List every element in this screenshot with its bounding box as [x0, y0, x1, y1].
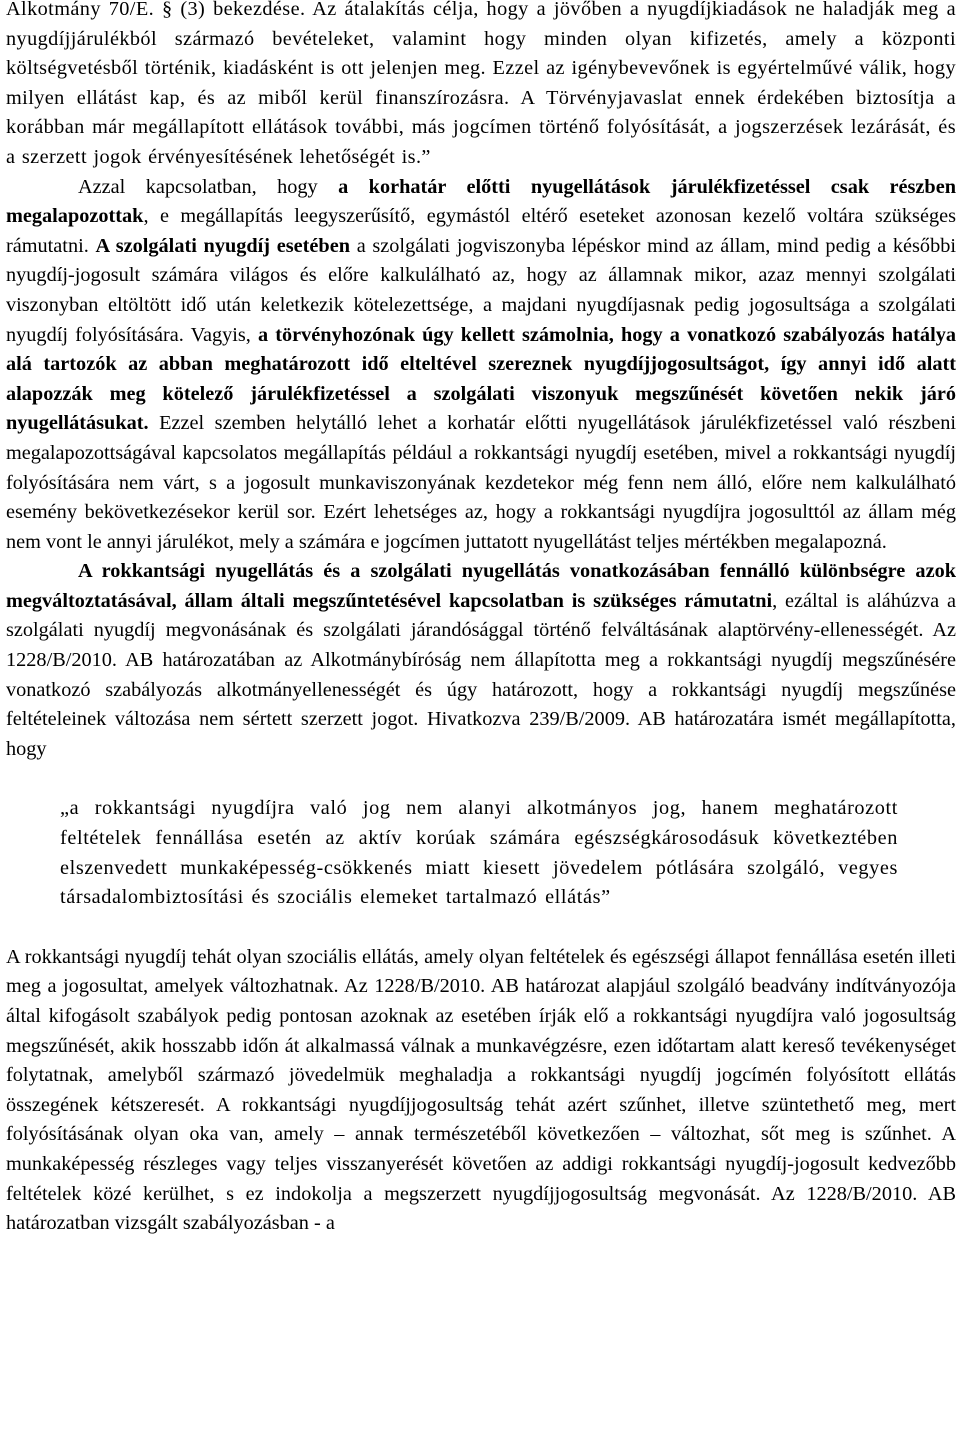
block-quote: „a rokkantsági nyugdíjra való jog nem alanyi alkotmányos jog, hanem meghatározott feltételek fennállása esetén az aktív korúak számára egészségkárosodásuk következtében elszenvedett munkaképesség-csökkenés miatt kiesett jövedelem pótlására szolgáló, vegyes társadalombiztosítási és szociális elemeket tartalmazó ellátás”	[60, 797, 898, 909]
paragraph-2-bold-2: A szolgálati nyugdíj esetében	[95, 234, 350, 257]
paragraph-3-bold-1: A rokkantsági nyugellátás és a szolgálati nyugellátás vonatkozásában fennálló különbségre azok megváltoztatásával, állam általi megszűntetésével kapcsolatban is szükséges rámutatni	[6, 560, 956, 612]
paragraph-2-text-3: a szolgálati jogviszonyba lépéskor mind az állam, mind pedig a későbbi nyugdíj-jogosult számára világos és előre kalkulálható az, hogy az államnak mikor, azaz mennyi szolgálati viszonyban eltöltött idő után keletkezik kötelezettsége, a majdani nyugdíjasnak pedig jogosultsága a szolgálati nyugdíj folyósítására. Vagyis,	[6, 234, 956, 346]
paragraph-2	[0, 173, 956, 558]
paragraph-1-text: Alkotmány 70/E. § (3) bekezdése. Az átalakítás célja, hogy a jövőben a nyugdíjkiadások ne haladják meg a nyugdíjjárulékból származó bevételeket, valamint hogy minden olyan kifizetés, amely a központi költségvetésből történik, kiadásként is ott jelenjen meg. Ezzel az igénybevevőnek is egyértelművé válik, hogy milyen ellátást kap, és az miből kerül finanszírozásra. A Törvényjavaslat ennek érdekében biztosítja a korábban már megállapított ellátások további, más jogcímen történő folyósítását, a jogszerzések lezárását, és a szerzett jogok érvényesítésének lehetőségét is.”	[6, 0, 956, 168]
paragraph-2-text-2: , e megállapítás leegyszerűsítő, egymástól eltérő eseteket azonosan kezelő voltára szükséges rámutatni.	[6, 205, 956, 257]
paragraph-3	[0, 557, 956, 764]
paragraph-1	[0, 0, 956, 173]
paragraph-3-text-1: , ezáltal is aláhúzva a szolgálati nyugdíj megvonásának és szolgálati járandósággal történő felváltásának alaptörvény-ellenességét. Az 1228/B/2010. AB határozatában az Alkotmánybíróság nem állapította meg a rokkantsági nyugdíj megszűnésére vonatkozó szabályozás alkotmányellenességét és úgy határozott, hogy a rokkantsági nyugdíj megszűnése feltételeinek változása nem sértett szerzett jogot. Hivatkozva 239/B/2009. AB határozatára ismét megállapította, hogy	[6, 589, 956, 760]
paragraph-2-text-4: Ezzel szemben helytálló lehet a korhatár előtti nyugellátások járulékfizetéssel való részbeni megalapozottságával kapcsolatos megállapítás például a rokkantsági nyugdíj esetében, mivel a rokkantsági nyugdíj folyósítására nem várt, s a jogosult munkaviszonyának kezdetekor még fenn nem álló, előre nem kalkulálható esemény bekövetkezésekor kerül sor. Ezért lehetséges az, hogy a rokkantsági nyugdíjra jogosulttól az állam még nem vont le annyi járulékot, mely a számára e jogcímen juttatott nyugellátást teljes mértékben megalapozná.	[6, 412, 956, 553]
paragraph-2-bold-3: a törvényhozónak úgy kellett számolnia, hogy a vonatkozó szabályozás hatálya alá tartozók az abban meghatározott idő elteltével szereznek nyugdíjjogosultságot, így annyi idő alatt alapozzák meg kötelező járulékfizetéssel a szolgálati viszonyuk megszűnését követően nekik járó nyugellátásukat.	[6, 323, 956, 435]
paragraph-4: A rokkantsági nyugdíj tehát olyan szociális ellátás, amely olyan feltételek és egészségi állapot fennállása esetén illeti meg a jogosultat, amelyek változhatnak. Az 1228/B/2010. AB határozat alapjául szolgáló beadvány indítványozója által kifogásolt szabályok pedig pontosan azoknak az esetében írják elő a rokkantsági nyugdíjra való jogosultság megszűnését, akik hosszabb időn át alkalmassá válnak a munkavégzésre, ezen időtartam alatt kereső tevékenységet folytatnak, amelyből származó jövedelmük meghaladja a rokkantsági nyugdíj jogcímén folyósított ellátás összegének kétszeresét. A rokkantsági nyugdíjjogosultság tehát azért szűnhet, illetve szüntethető meg, mert folyósításának olyan oka van, amely – annak természetéből következően – változhat, sőt meg is szűnhet. A munkaképesség részleges vagy teljes visszanyerését követően az addigi rokkantsági nyugdíj-jogosult kedvezőbb feltételek közé kerülhet, s ez indokolja a megszerzett nyugdíjjogosultság megvonását. Az 1228/B/2010. AB határozatban vizsgált szabályozásban - a	[6, 945, 956, 1235]
paragraph-2-text-1: Azzal kapcsolatban, hogy	[78, 175, 339, 198]
paragraph-2-bold-1: a korhatár előtti nyugellátások járulékfizetéssel csak részben megalapozottak	[6, 175, 956, 228]
